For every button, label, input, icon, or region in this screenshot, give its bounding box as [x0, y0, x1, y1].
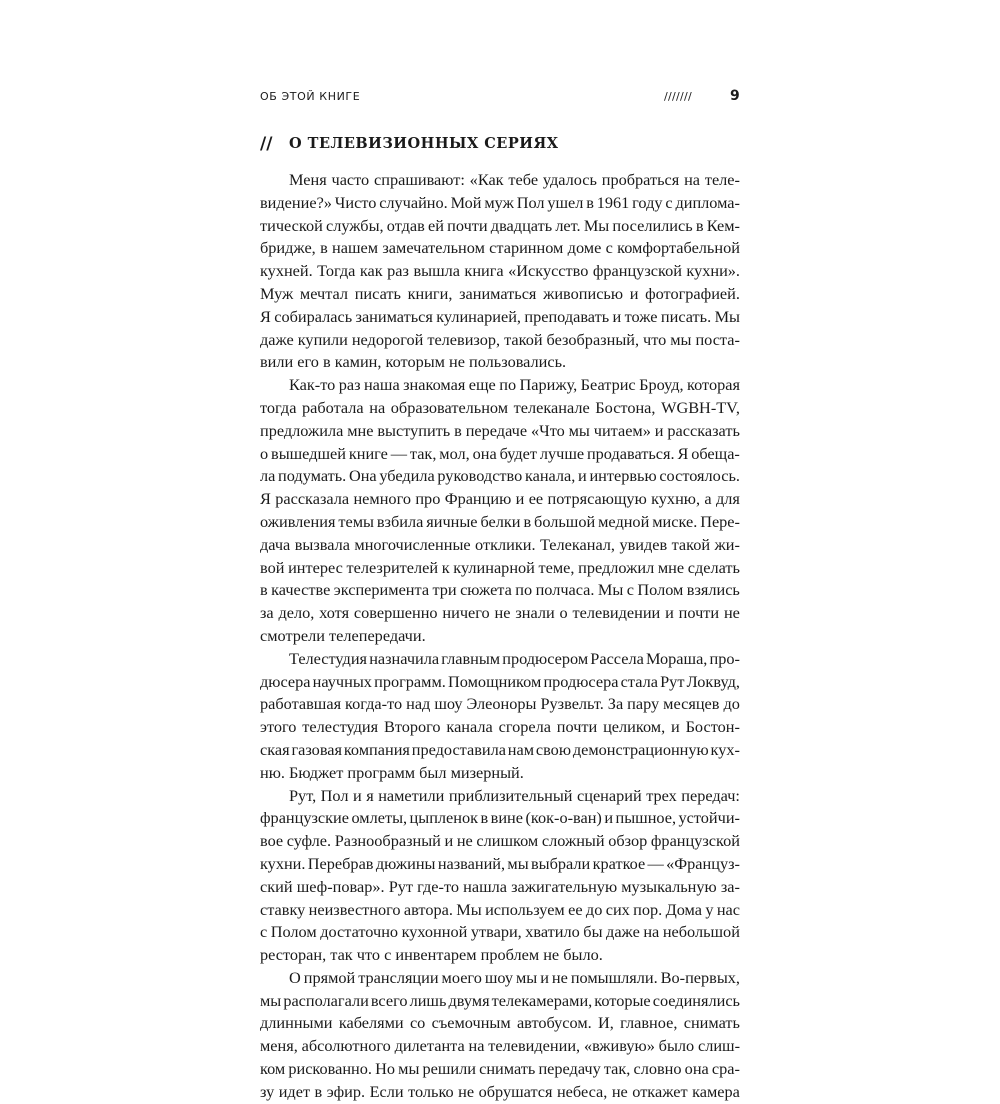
text-line: Я собиралась заниматься кулинарией, преподавать и тоже писать. Мы: [260, 306, 740, 326]
text-line: кухней. Тогда как раз вышла книга «Искусство французской кухни».: [260, 261, 740, 281]
text-line: предложила мне выступить в передаче «Что мы читаем» и рассказать: [260, 420, 740, 440]
text-line: ком рискованно. Но мы решили снимать передачу так, словно она сра-: [260, 1059, 740, 1079]
text-line: мы располагали всего лишь двумя телекамерами, которые соединялись: [260, 990, 740, 1010]
text-line: ставку неизвестного автора. Мы используем ее до сих пор. Дома у нас: [260, 899, 740, 919]
text-line: вой интерес телезрителей к кулинарной теме, предложил мне сделать: [260, 557, 740, 577]
text-line: в качестве эксперимента три сюжета по полчаса. Мы с Полом взялись: [260, 580, 740, 600]
running-head-title: ОБ ЭТОЙ КНИГЕ: [260, 90, 361, 103]
running-head-ornament: ///////: [664, 90, 693, 103]
text-line: ню. Бюджет программ был мизерный.: [260, 762, 524, 782]
text-line: длинными кабелями со съемочным автобусом. И, главное, снимать: [260, 1013, 740, 1033]
text-line: Меня часто спрашивают: «Как тебе удалось пробраться на теле-: [289, 170, 740, 189]
running-head: [260, 88, 740, 108]
text-line: меня, абсолютного дилетанта на телевидении, «вживую» было слиш-: [260, 1036, 740, 1056]
text-line: тогда работала на образовательном телеканале Бостона, WGBH-TV,: [260, 397, 740, 417]
text-line: ская газовая компания предоставила нам свою демонстрационную кух-: [260, 739, 740, 759]
text-line: кухни. Перебрав дюжины названий, мы выбрали краткое — «Француз-: [260, 853, 740, 873]
text-line: работавшая когда-то над шоу Элеоноры Рузвельт. За пару месяцев до: [260, 694, 740, 714]
text-line: даже купили недорогой телевизор, такой безобразный, что мы поста-: [260, 329, 740, 349]
section-heading: [260, 134, 740, 158]
text-line: этого телестудия Второго канала сгорела почти целиком, и Бостон-: [260, 717, 740, 737]
text-line: бридже, в нашем замечательном старинном доме с комфортабельной: [260, 238, 740, 258]
text-line: оживления темы взбила яичные белки в большой медной миске. Пере-: [260, 511, 740, 531]
section-title: О ТЕЛЕВИЗИОННЫХ СЕРИЯХ: [289, 135, 559, 152]
text-line: о вышедшей книге — так, мол, она будет лучше продаваться. Я обеща-: [260, 443, 740, 463]
text-line: зу идет в эфир. Если только не обрушатся небеса, не откажет камера: [260, 1081, 740, 1101]
text-line: с Полом достаточно кухонной утвари, хватило бы даже на небольшой: [260, 922, 740, 942]
text-line: вое суфле. Разнообразный и не слишком сложный обзор французской: [260, 831, 740, 851]
text-line: тической службы, отдав ей почти двадцать лет. Мы поселились в Кем-: [260, 215, 740, 235]
text-line: ла подумать. Она убедила руководство канала, и интервью состоялось.: [260, 466, 740, 486]
text-line: О прямой трансляции моего шоу мы и не помышляли. Во-первых,: [289, 967, 740, 987]
text-line: Как-то раз наша знакомая еще по Парижу, Беатрис Броуд, которая: [289, 375, 740, 395]
text-line: Рут, Пол и я наметили приблизительный сценарий трех передач:: [289, 785, 740, 805]
text-line: французские омлеты, цыпленок в вине (кок-о-ван) и пышное, устойчи-: [260, 808, 740, 828]
text-line: Телестудия назначила главным продюсером Рассела Мораша, про-: [289, 648, 740, 668]
text-line: вили его в камин, которым не пользовались.: [260, 352, 567, 372]
text-line: ресторан, так что с инвентарем проблем не было.: [260, 945, 603, 965]
text-line: Муж мечтал писать книги, заниматься живописью и фотографией.: [260, 283, 740, 303]
text-line: дюсера научных программ. Помощником продюсера стала Рут Локвуд,: [260, 671, 740, 691]
text-line: видение?» Чисто случайно. Мой муж Пол ушел в 1961 году с диплома-: [260, 192, 740, 212]
section-marker: //: [260, 134, 273, 154]
text-line: за дело, хотя совершенно ничего не знали о телевидении и почти не: [260, 603, 740, 623]
body-text: [260, 169, 740, 1104]
text-line: дача вызвала многочисленные отклики. Телеканал, увидев такой жи-: [260, 534, 740, 554]
text-line: смотрели телепередачи.: [260, 625, 426, 645]
page-number: 9: [730, 88, 740, 104]
text-line: ский шеф-повар». Рут где-то нашла зажигательную музыкальную за-: [260, 876, 740, 896]
text-line: Я рассказала немного про Францию и ее потрясающую кухню, а для: [260, 489, 740, 509]
